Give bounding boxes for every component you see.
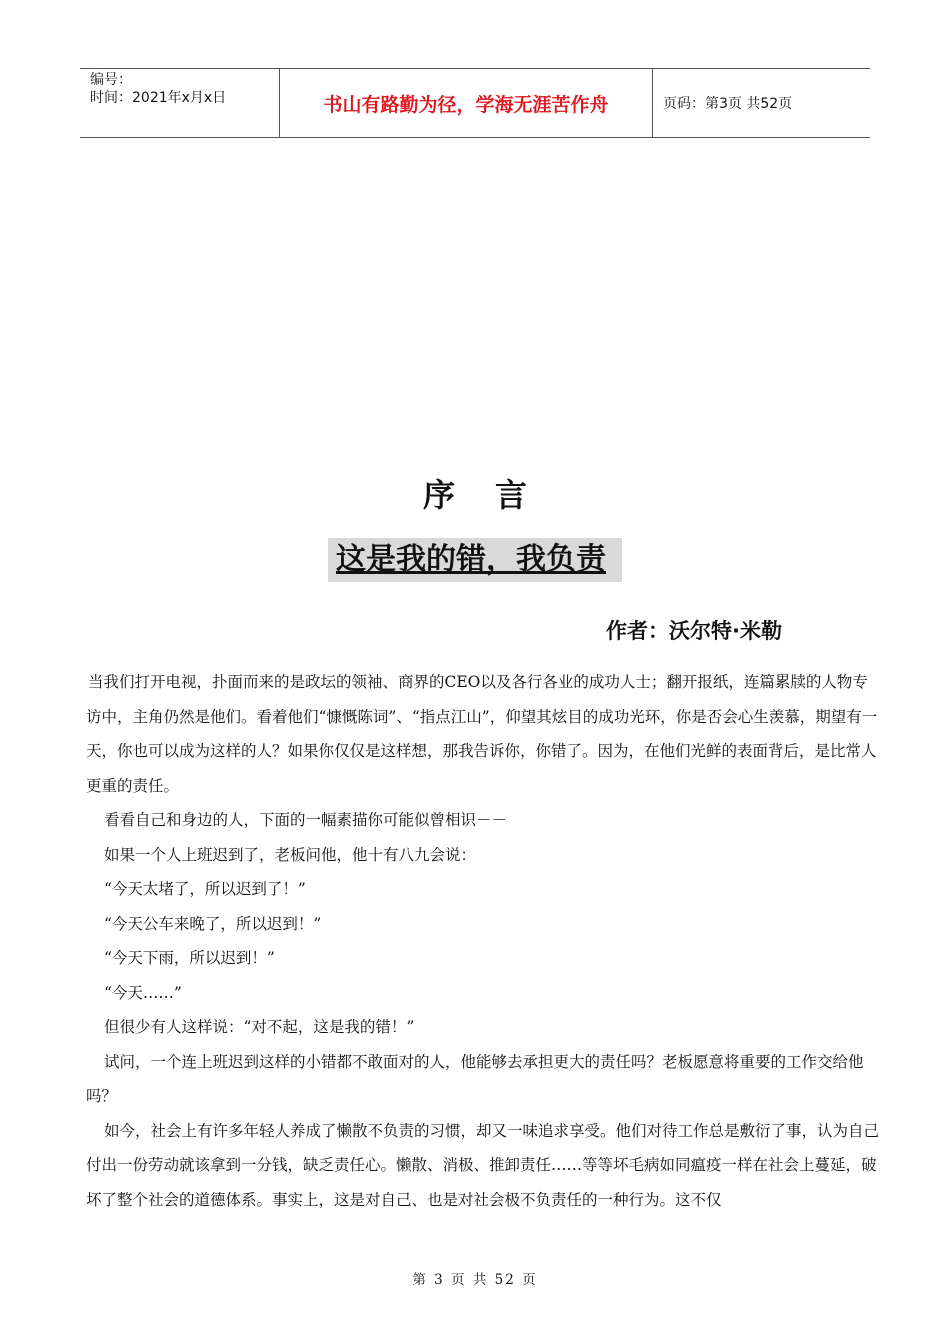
header-motto: 书山有路勤为径，学海无涯苦作舟	[280, 69, 653, 137]
paragraph: 但很少有人这样说：“对不起，这是我的错！”	[104, 1018, 415, 1036]
header-meta	[80, 69, 280, 137]
page-title: 序言	[422, 476, 567, 514]
paragraph: “今天公车来晚了，所以迟到！”	[104, 914, 322, 933]
page-subtitle: 这是我的错，我负责	[328, 538, 622, 582]
author-line: 作者：沃尔特·米勒	[606, 619, 782, 643]
page-footer: 第 3 页 共 52 页	[412, 1272, 538, 1288]
paragraph: 试问，一个连上班迟到这样的小错都不敢面对的人，他能够去承担更大的责任吗？老板愿意将重要的工作交给他吗？	[86, 1052, 864, 1105]
paragraph: 看看自己和身边的人，下面的一幅素描你可能似曾相识－－	[104, 811, 508, 829]
page-header	[80, 68, 870, 138]
paragraph: “今天下雨，所以迟到！”	[104, 949, 275, 967]
paragraph: 如今，社会上有许多年轻人养成了懒散不负责的习惯，却又一味追求享受。他们对待工作总是敷衍了事，认为自己付出一份劳动就该拿到一分钱，缺乏责任心。懒散、消极、推卸责任……等等坏毛病如同瘟疫一样在社会上蔓延，破坏了整个社会的道德体系。事实上，这是对自己、也是对社会极不负责任的一种行为。这不仅	[86, 1121, 880, 1209]
paragraph: 当我们打开电视，扑面而来的是政坛的领袖、商界的CEO以及各行各业的成功人士；翻开报纸，连篇累牍的人物专访中，主角仍然是他们。看着他们“慷慨陈词”、“指点江山”，仰望其炫目的成功光环，你是否会心生羡慕，期望有一天，你也可以成为这样的人？如果你仅仅是这样想，那我告诉你，你错了。因为，在他们光鲜的表面背后，是比常人更重的责任。	[86, 673, 878, 795]
document-date: 时间：2021年x月x日	[90, 90, 227, 106]
paragraph: “今天太堵了，所以迟到了！”	[104, 880, 306, 898]
subtitle-container	[0, 538, 950, 582]
body-text	[86, 665, 882, 1217]
paragraph: 如果一个人上班迟到了，老板问他，他十有八九会说：	[104, 845, 477, 864]
header-page-info: 页码：第3页 共52页	[663, 96, 793, 112]
document-number: 编号：	[90, 72, 132, 88]
paragraph: “今天……”	[104, 983, 182, 1002]
